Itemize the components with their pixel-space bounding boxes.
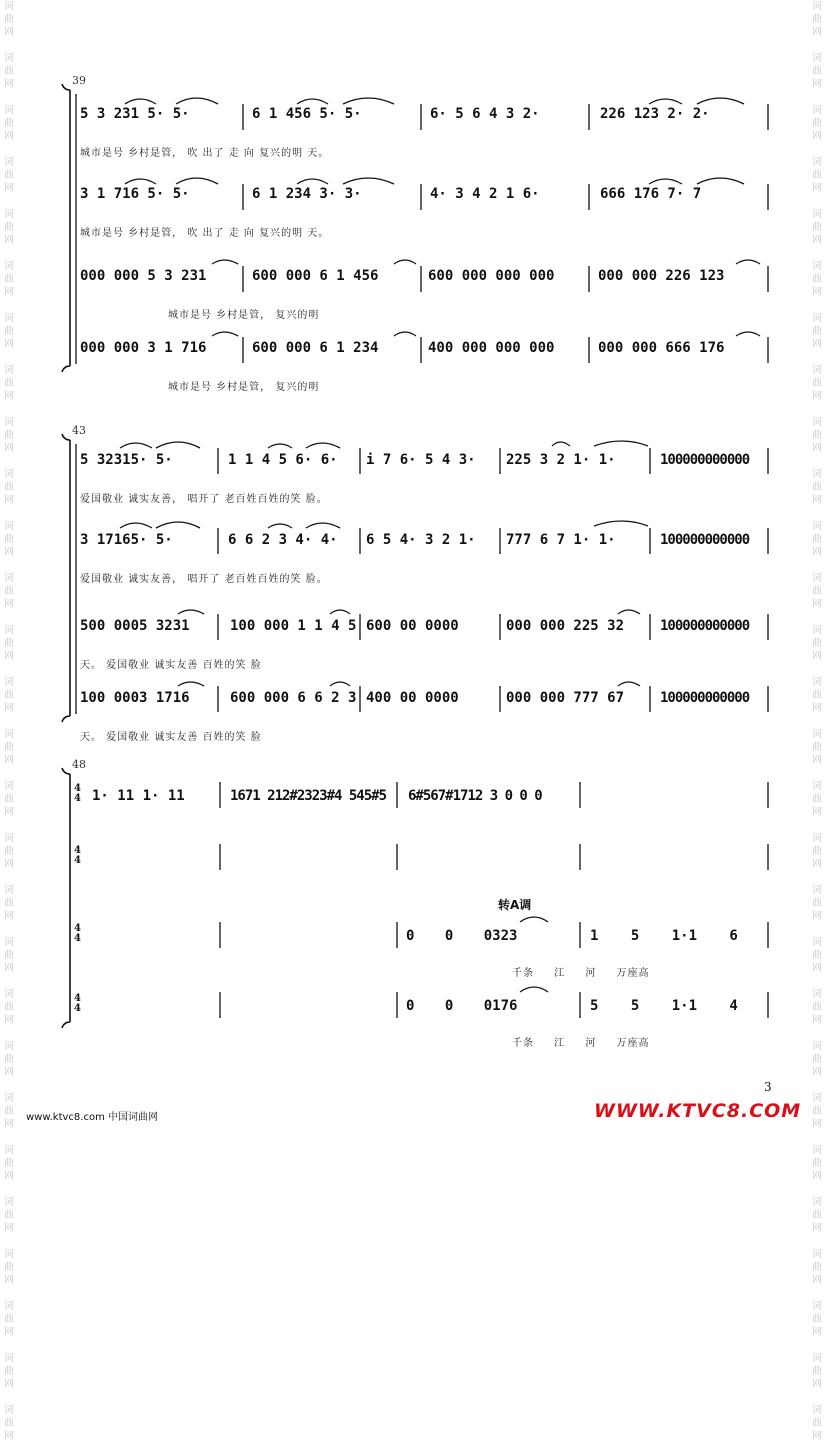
notes-measure: 3 17165· 5·: [80, 532, 173, 548]
notes-measure: 400 000 000 000: [428, 340, 555, 356]
lyrics-line: 爱国敬业 诚实友善， 唱开了 老百姓百姓的笑 脸。: [80, 494, 328, 505]
measure-number: 48: [72, 758, 86, 771]
notes-measure: 1 1 4 5 6· 6·: [228, 452, 338, 468]
notes-measure: 6· 5 6 4 3 2·: [430, 106, 540, 122]
lyrics-line: 爱国敬业 诚实友善， 唱开了 老百姓百姓的笑 脸。: [80, 574, 328, 585]
notes-measure: 6 5 4· 3 2 1·: [366, 532, 476, 548]
notes-measure: 6#567#1712 3 0 0 0: [408, 788, 542, 804]
lyrics-line: 城市是号 乡村是管， 复兴的明: [168, 382, 320, 393]
notes-measure: 600 000 000 000: [428, 268, 555, 284]
notes-measure: 600 000 6 6 2 3: [230, 690, 357, 706]
footer-site-text: www.ktvc8.com 中国词曲网: [26, 1112, 159, 1123]
page-number: 3: [764, 1080, 772, 1094]
notes-measure: 1671 212#2323#4 545#5: [230, 788, 387, 804]
notes-measure: 600 000 6 1 234: [252, 340, 379, 356]
notes-measure: 6 1 234 3· 3·: [252, 186, 362, 202]
notes-measure: 5 32315· 5·: [80, 452, 173, 468]
lyrics-line: 城市是号 乡村是管， 吹 出了 走 向 复兴的明 天。: [80, 228, 330, 239]
watermark-left: 词 曲 网 词 曲 网 词 曲 网 词 曲 网 词 曲 网 词 曲 网 词 曲 网 词 曲 网 词 曲 网 词 曲 网 词 曲 网 词 曲 网 词 曲 网 词 曲 网 词 曲 网 词 曲 网 词 曲 网 词 曲 网 词 曲 网 词 曲 网 词 曲 网 词 曲 网 词 曲 网 词 曲 网 词 曲 网 词 曲 网 词 曲 网 词 曲 网: [4, 1, 14, 1442]
notes-measure: 5 3 231 5· 5·: [80, 106, 190, 122]
notes-measure: 100000000000: [660, 690, 750, 706]
notes-measure: 666 176 7· 7: [600, 186, 702, 202]
key-change-label: 转A调: [498, 898, 532, 912]
time-signature: 4 4: [74, 845, 81, 866]
notes-measure: 000 000 777 67: [506, 690, 625, 706]
notes-measure: 4· 3 4 2 1 6·: [430, 186, 540, 202]
time-signature: 4 4: [74, 783, 81, 804]
lyrics-line: 天。 爱国敬业 诚实友善 百姓的笑 脸: [80, 732, 262, 743]
notes-measure: 100 0003 1716: [80, 690, 190, 706]
notes-measure: 500 0005 3231: [80, 618, 190, 634]
notes-measure: 400 00 0000: [366, 690, 459, 706]
notes-measure: 226 123 2· 2·: [600, 106, 710, 122]
notes-measure: 100000000000: [660, 452, 750, 468]
notes-measure: 0 0 0323: [406, 928, 518, 944]
notes-measure: 000 000 225 32: [506, 618, 625, 634]
time-signature: 4 4: [74, 923, 81, 944]
footer-logo: WWW.KTVC8.COM: [594, 1100, 802, 1122]
notes-measure: 1 5 1·1 6: [590, 928, 738, 944]
notes-measure: 5 5 1·1 4: [590, 998, 738, 1014]
notes-measure: 1· 11 1· 11: [92, 788, 185, 804]
notes-measure: 000 000 666 176: [598, 340, 725, 356]
notes-measure: 777 6 7 1· 1·: [506, 532, 616, 548]
notes-measure: 3 1 716 5· 5·: [80, 186, 190, 202]
measure-number: 43: [72, 424, 86, 437]
notes-measure: 0 0 0176: [406, 998, 518, 1014]
notes-measure: 100 000 1 1 4 5: [230, 618, 357, 634]
notes-measure: 600 00 0000: [366, 618, 459, 634]
notes-measure: 000 000 226 123: [598, 268, 725, 284]
notes-measure: 000 000 5 3 231: [80, 268, 207, 284]
lyrics-line: 千条 江 河 万座高: [512, 1038, 650, 1049]
watermark-right: 词 曲 网 词 曲 网 词 曲 网 词 曲 网 词 曲 网 词 曲 网 词 曲 网 词 曲 网 词 曲 网 词 曲 网 词 曲 网 词 曲 网 词 曲 网 词 曲 网 词 曲 网 词 曲 网 词 曲 网 词 曲 网 词 曲 网 词 曲 网 词 曲 网 词 曲 网 词 曲 网 词 曲 网 词 曲 网 词 曲 网 词 曲 网 词 曲 网: [812, 1, 822, 1442]
lyrics-line: 千条 江 河 万座高: [512, 968, 650, 979]
notes-measure: 100000000000: [660, 618, 750, 634]
notes-measure: 600 000 6 1 456: [252, 268, 379, 284]
notes-measure: 000 000 3 1 716: [80, 340, 207, 356]
notes-measure: 6 6 2 3 4· 4·: [228, 532, 338, 548]
measure-number: 39: [72, 74, 86, 87]
time-signature: 4 4: [74, 993, 81, 1014]
notes-measure: 225 3 2 1· 1·: [506, 452, 616, 468]
lyrics-line: 城市是号 乡村是管， 复兴的明: [168, 310, 320, 321]
notes-measure: 6 1 456 5· 5·: [252, 106, 362, 122]
notes-measure: 100000000000: [660, 532, 750, 548]
lyrics-line: 城市是号 乡村是管， 吹 出了 走 向 复兴的明 天。: [80, 148, 330, 159]
lyrics-line: 天。 爱国敬业 诚实友善 百姓的笑 脸: [80, 660, 262, 671]
notes-measure: i 7 6· 5 4 3·: [366, 452, 476, 468]
